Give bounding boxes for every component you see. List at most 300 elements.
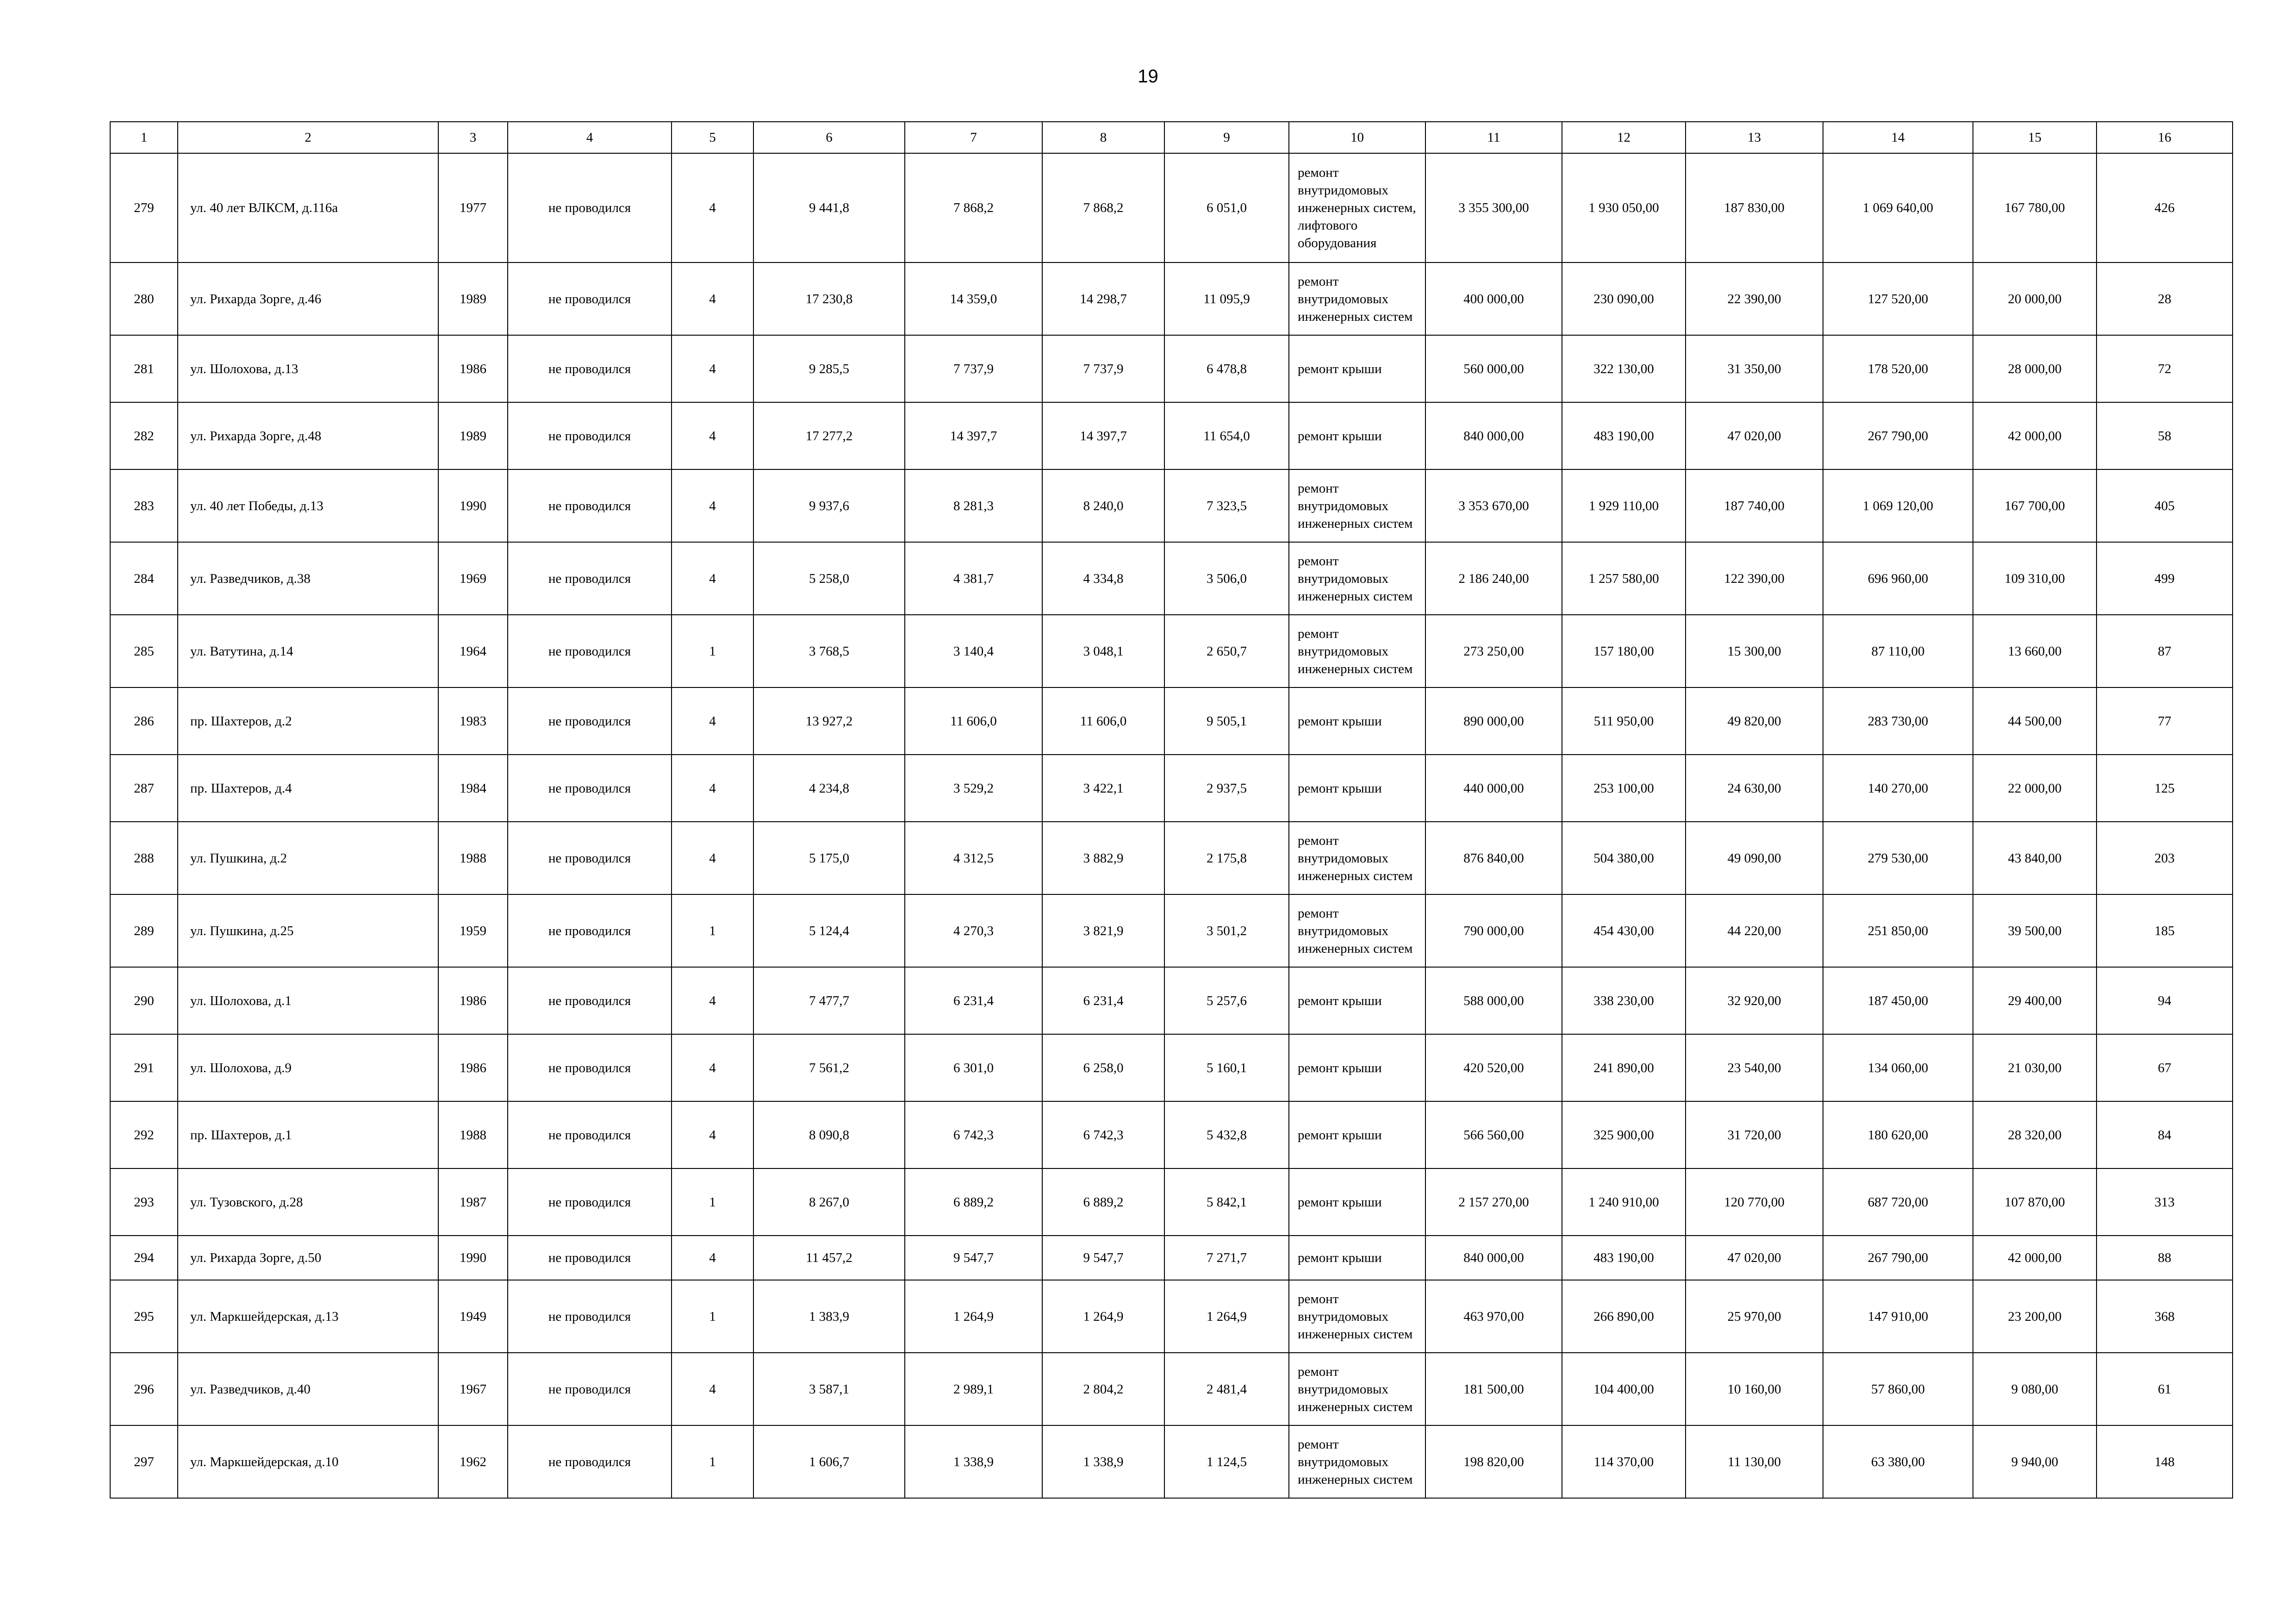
table-cell-col-14: 267 790,00 <box>1823 1236 1973 1280</box>
table-cell-col-13: 120 770,00 <box>1686 1168 1823 1236</box>
table-cell-col-15: 107 870,00 <box>1973 1168 2097 1236</box>
table-cell-col-1: 286 <box>110 687 178 755</box>
table-cell-col-2: пр. Шахтеров, д.1 <box>178 1101 438 1168</box>
table-cell-col-11: 420 520,00 <box>1425 1034 1562 1101</box>
table-row <box>110 402 2233 469</box>
column-number-14: 14 <box>1823 122 1973 153</box>
table-cell-col-8: 8 240,0 <box>1042 469 1164 542</box>
table-cell-col-1: 294 <box>110 1236 178 1280</box>
table-cell-col-15: 9 080,00 <box>1973 1353 2097 1425</box>
table-cell-col-16: 77 <box>2097 687 2233 755</box>
table-cell-col-13: 31 350,00 <box>1686 335 1823 402</box>
table-cell-col-4: не проводился <box>508 153 672 262</box>
table-cell-col-3: 1962 <box>438 1425 508 1498</box>
table-cell-col-5: 4 <box>672 335 753 402</box>
table-cell-col-9: 11 654,0 <box>1164 402 1289 469</box>
table-cell-col-13: 25 970,00 <box>1686 1280 1823 1353</box>
table-cell-col-16: 203 <box>2097 822 2233 894</box>
table-cell-col-11: 400 000,00 <box>1425 262 1562 335</box>
table-cell-col-3: 1949 <box>438 1280 508 1353</box>
table-cell-col-3: 1977 <box>438 153 508 262</box>
table-cell-col-4: не проводился <box>508 542 672 615</box>
table-cell-col-6: 5 258,0 <box>753 542 905 615</box>
table-cell-col-8: 6 889,2 <box>1042 1168 1164 1236</box>
table-cell-col-10: ремонт крыши <box>1289 687 1425 755</box>
table-row <box>110 755 2233 822</box>
table-cell-col-2: ул. Рихарда Зорге, д.46 <box>178 262 438 335</box>
table-cell-col-5: 4 <box>672 469 753 542</box>
table-cell-col-4: не проводился <box>508 469 672 542</box>
table-cell-col-8: 3 048,1 <box>1042 615 1164 687</box>
table-cell-col-7: 6 742,3 <box>905 1101 1042 1168</box>
table-cell-col-7: 7 868,2 <box>905 153 1042 262</box>
table-cell-col-16: 84 <box>2097 1101 2233 1168</box>
column-number-2: 2 <box>178 122 438 153</box>
table-cell-col-16: 185 <box>2097 894 2233 967</box>
table-cell-col-3: 1986 <box>438 967 508 1034</box>
table-cell-col-2: ул. Разведчиков, д.38 <box>178 542 438 615</box>
table-cell-col-16: 426 <box>2097 153 2233 262</box>
table-cell-col-11: 560 000,00 <box>1425 335 1562 402</box>
table-cell-col-12: 230 090,00 <box>1562 262 1686 335</box>
table-cell-col-16: 72 <box>2097 335 2233 402</box>
table-cell-col-8: 1 264,9 <box>1042 1280 1164 1353</box>
table-cell-col-15: 20 000,00 <box>1973 262 2097 335</box>
table-cell-col-1: 291 <box>110 1034 178 1101</box>
table-cell-col-3: 1990 <box>438 1236 508 1280</box>
table-cell-col-11: 273 250,00 <box>1425 615 1562 687</box>
table-cell-col-3: 1964 <box>438 615 508 687</box>
table-cell-col-5: 4 <box>672 153 753 262</box>
table-cell-col-6: 7 477,7 <box>753 967 905 1034</box>
table-cell-col-16: 88 <box>2097 1236 2233 1280</box>
table-cell-col-6: 5 175,0 <box>753 822 905 894</box>
table-cell-col-10: ремонт внутридомовых инженерных систем <box>1289 822 1425 894</box>
table-cell-col-13: 122 390,00 <box>1686 542 1823 615</box>
table-cell-col-10: ремонт внутридомовых инженерных систем <box>1289 1353 1425 1425</box>
table-cell-col-3: 1988 <box>438 1101 508 1168</box>
table-cell-col-3: 1984 <box>438 755 508 822</box>
table-row <box>110 335 2233 402</box>
table-cell-col-8: 7 868,2 <box>1042 153 1164 262</box>
table-cell-col-15: 167 700,00 <box>1973 469 2097 542</box>
table-cell-col-9: 5 160,1 <box>1164 1034 1289 1101</box>
table-cell-col-7: 1 338,9 <box>905 1425 1042 1498</box>
table-cell-col-9: 6 051,0 <box>1164 153 1289 262</box>
table-cell-col-9: 2 937,5 <box>1164 755 1289 822</box>
table-cell-col-11: 840 000,00 <box>1425 402 1562 469</box>
table-cell-col-1: 283 <box>110 469 178 542</box>
table-cell-col-3: 1986 <box>438 1034 508 1101</box>
table-cell-col-12: 104 400,00 <box>1562 1353 1686 1425</box>
table-cell-col-8: 2 804,2 <box>1042 1353 1164 1425</box>
table-cell-col-15: 13 660,00 <box>1973 615 2097 687</box>
page-number: 19 <box>1138 66 1158 87</box>
column-number-1: 1 <box>110 122 178 153</box>
table-cell-col-9: 1 124,5 <box>1164 1425 1289 1498</box>
table-cell-col-5: 1 <box>672 615 753 687</box>
table-cell-col-3: 1969 <box>438 542 508 615</box>
table-cell-col-1: 292 <box>110 1101 178 1168</box>
column-number-11: 11 <box>1425 122 1562 153</box>
table-cell-col-15: 22 000,00 <box>1973 755 2097 822</box>
table-cell-col-5: 4 <box>672 1101 753 1168</box>
table-cell-col-4: не проводился <box>508 1353 672 1425</box>
table-cell-col-4: не проводился <box>508 1101 672 1168</box>
column-number-5: 5 <box>672 122 753 153</box>
table-cell-col-9: 7 271,7 <box>1164 1236 1289 1280</box>
column-number-8: 8 <box>1042 122 1164 153</box>
table-cell-col-1: 284 <box>110 542 178 615</box>
table-cell-col-11: 566 560,00 <box>1425 1101 1562 1168</box>
table-cell-col-2: ул. Пушкина, д.25 <box>178 894 438 967</box>
table-cell-col-10: ремонт крыши <box>1289 1236 1425 1280</box>
column-number-9: 9 <box>1164 122 1289 153</box>
table-cell-col-5: 4 <box>672 1236 753 1280</box>
table-cell-col-8: 11 606,0 <box>1042 687 1164 755</box>
table-cell-col-13: 32 920,00 <box>1686 967 1823 1034</box>
table-cell-col-11: 790 000,00 <box>1425 894 1562 967</box>
table-cell-col-9: 5 842,1 <box>1164 1168 1289 1236</box>
table-cell-col-6: 11 457,2 <box>753 1236 905 1280</box>
table-cell-col-14: 267 790,00 <box>1823 402 1973 469</box>
table-cell-col-2: ул. Шолохова, д.1 <box>178 967 438 1034</box>
table-cell-col-16: 125 <box>2097 755 2233 822</box>
table-cell-col-2: ул. Шолохова, д.13 <box>178 335 438 402</box>
table-row <box>110 967 2233 1034</box>
table-cell-col-6: 1 606,7 <box>753 1425 905 1498</box>
table-cell-col-13: 24 630,00 <box>1686 755 1823 822</box>
table-cell-col-1: 288 <box>110 822 178 894</box>
table-cell-col-3: 1986 <box>438 335 508 402</box>
table-cell-col-4: не проводился <box>508 1280 672 1353</box>
table-cell-col-8: 3 422,1 <box>1042 755 1164 822</box>
table-cell-col-10: ремонт внутридомовых инженерных систем <box>1289 1280 1425 1353</box>
table-cell-col-11: 876 840,00 <box>1425 822 1562 894</box>
table-cell-col-4: не проводился <box>508 755 672 822</box>
table-cell-col-6: 5 124,4 <box>753 894 905 967</box>
table-cell-col-5: 4 <box>672 402 753 469</box>
table-cell-col-15: 29 400,00 <box>1973 967 2097 1034</box>
table-cell-col-2: ул. Рихарда Зорге, д.50 <box>178 1236 438 1280</box>
table-cell-col-7: 2 989,1 <box>905 1353 1042 1425</box>
table-cell-col-12: 114 370,00 <box>1562 1425 1686 1498</box>
table-cell-col-10: ремонт крыши <box>1289 1168 1425 1236</box>
table-cell-col-14: 687 720,00 <box>1823 1168 1973 1236</box>
table-cell-col-11: 463 970,00 <box>1425 1280 1562 1353</box>
table-cell-col-10: ремонт крыши <box>1289 967 1425 1034</box>
table-cell-col-9: 7 323,5 <box>1164 469 1289 542</box>
table-cell-col-2: ул. Шолохова, д.9 <box>178 1034 438 1101</box>
table-cell-col-12: 483 190,00 <box>1562 402 1686 469</box>
column-number-7: 7 <box>905 122 1042 153</box>
table-cell-col-12: 253 100,00 <box>1562 755 1686 822</box>
table-cell-col-15: 167 780,00 <box>1973 153 2097 262</box>
table-cell-col-15: 9 940,00 <box>1973 1425 2097 1498</box>
table-cell-col-7: 6 231,4 <box>905 967 1042 1034</box>
table-cell-col-9: 5 432,8 <box>1164 1101 1289 1168</box>
table-cell-col-5: 4 <box>672 687 753 755</box>
table-cell-col-13: 49 820,00 <box>1686 687 1823 755</box>
table-cell-col-13: 44 220,00 <box>1686 894 1823 967</box>
table-cell-col-16: 61 <box>2097 1353 2233 1425</box>
table-cell-col-6: 8 267,0 <box>753 1168 905 1236</box>
table-cell-col-6: 13 927,2 <box>753 687 905 755</box>
table-cell-col-11: 3 355 300,00 <box>1425 153 1562 262</box>
table-cell-col-14: 63 380,00 <box>1823 1425 1973 1498</box>
table-cell-col-5: 4 <box>672 967 753 1034</box>
table-cell-col-11: 588 000,00 <box>1425 967 1562 1034</box>
table-cell-col-11: 840 000,00 <box>1425 1236 1562 1280</box>
table-cell-col-15: 39 500,00 <box>1973 894 2097 967</box>
table-cell-col-4: не проводился <box>508 1034 672 1101</box>
column-number-4: 4 <box>508 122 672 153</box>
table-cell-col-13: 10 160,00 <box>1686 1353 1823 1425</box>
table-cell-col-10: ремонт внутридомовых инженерных систем <box>1289 262 1425 335</box>
table-row <box>110 262 2233 335</box>
table-cell-col-12: 322 130,00 <box>1562 335 1686 402</box>
table-cell-col-1: 290 <box>110 967 178 1034</box>
table-cell-col-7: 6 301,0 <box>905 1034 1042 1101</box>
table-cell-col-2: ул. Маркшейдерская, д.13 <box>178 1280 438 1353</box>
table-cell-col-6: 9 441,8 <box>753 153 905 262</box>
table-cell-col-5: 4 <box>672 822 753 894</box>
table-cell-col-11: 3 353 670,00 <box>1425 469 1562 542</box>
table-cell-col-13: 23 540,00 <box>1686 1034 1823 1101</box>
table-row <box>110 153 2233 262</box>
table-cell-col-2: ул. 40 лет Победы, д.13 <box>178 469 438 542</box>
table-cell-col-15: 42 000,00 <box>1973 1236 2097 1280</box>
table-cell-col-8: 6 742,3 <box>1042 1101 1164 1168</box>
table-cell-col-15: 42 000,00 <box>1973 402 2097 469</box>
table-row <box>110 615 2233 687</box>
table-cell-col-8: 6 231,4 <box>1042 967 1164 1034</box>
table-cell-col-2: ул. 40 лет ВЛКСМ, д.116а <box>178 153 438 262</box>
table-cell-col-4: не проводился <box>508 262 672 335</box>
table-cell-col-3: 1989 <box>438 262 508 335</box>
table-cell-col-13: 15 300,00 <box>1686 615 1823 687</box>
table-body <box>110 153 2233 1498</box>
table-cell-col-8: 6 258,0 <box>1042 1034 1164 1101</box>
table-cell-col-6: 7 561,2 <box>753 1034 905 1101</box>
table-cell-col-10: ремонт внутридомовых инженерных систем <box>1289 1425 1425 1498</box>
table-cell-col-11: 198 820,00 <box>1425 1425 1562 1498</box>
table-cell-col-14: 1 069 120,00 <box>1823 469 1973 542</box>
table-cell-col-3: 1967 <box>438 1353 508 1425</box>
table-cell-col-3: 1959 <box>438 894 508 967</box>
table-cell-col-12: 511 950,00 <box>1562 687 1686 755</box>
table-cell-col-14: 187 450,00 <box>1823 967 1973 1034</box>
table-cell-col-6: 9 937,6 <box>753 469 905 542</box>
table-cell-col-4: не проводился <box>508 615 672 687</box>
table-row <box>110 1168 2233 1236</box>
table-cell-col-16: 67 <box>2097 1034 2233 1101</box>
table-cell-col-4: не проводился <box>508 687 672 755</box>
table-cell-col-1: 279 <box>110 153 178 262</box>
table-cell-col-10: ремонт внутридомовых инженерных систем <box>1289 894 1425 967</box>
table-cell-col-7: 11 606,0 <box>905 687 1042 755</box>
table-cell-col-16: 499 <box>2097 542 2233 615</box>
table-cell-col-14: 140 270,00 <box>1823 755 1973 822</box>
table-cell-col-5: 1 <box>672 1168 753 1236</box>
table-cell-col-14: 57 860,00 <box>1823 1353 1973 1425</box>
table-cell-col-14: 279 530,00 <box>1823 822 1973 894</box>
table-cell-col-15: 43 840,00 <box>1973 822 2097 894</box>
table-cell-col-10: ремонт внутридомовых инженерных систем <box>1289 469 1425 542</box>
table-row <box>110 894 2233 967</box>
table-row <box>110 542 2233 615</box>
table-cell-col-2: ул. Маркшейдерская, д.10 <box>178 1425 438 1498</box>
table-cell-col-7: 4 270,3 <box>905 894 1042 967</box>
table-cell-col-3: 1989 <box>438 402 508 469</box>
table-row <box>110 1280 2233 1353</box>
table-cell-col-9: 2 650,7 <box>1164 615 1289 687</box>
table-cell-col-12: 266 890,00 <box>1562 1280 1686 1353</box>
table-cell-col-9: 9 505,1 <box>1164 687 1289 755</box>
table-cell-col-14: 147 910,00 <box>1823 1280 1973 1353</box>
table-cell-col-8: 14 397,7 <box>1042 402 1164 469</box>
table-row <box>110 1353 2233 1425</box>
table-cell-col-12: 157 180,00 <box>1562 615 1686 687</box>
table-cell-col-9: 3 501,2 <box>1164 894 1289 967</box>
table-cell-col-3: 1983 <box>438 687 508 755</box>
table-cell-col-7: 3 529,2 <box>905 755 1042 822</box>
table-cell-col-7: 7 737,9 <box>905 335 1042 402</box>
table-cell-col-2: ул. Пушкина, д.2 <box>178 822 438 894</box>
table-cell-col-16: 148 <box>2097 1425 2233 1498</box>
table-cell-col-11: 2 157 270,00 <box>1425 1168 1562 1236</box>
table-cell-col-3: 1988 <box>438 822 508 894</box>
table-cell-col-14: 283 730,00 <box>1823 687 1973 755</box>
table-cell-col-11: 181 500,00 <box>1425 1353 1562 1425</box>
table-cell-col-16: 28 <box>2097 262 2233 335</box>
table-cell-col-7: 4 312,5 <box>905 822 1042 894</box>
table-cell-col-13: 22 390,00 <box>1686 262 1823 335</box>
table-cell-col-14: 127 520,00 <box>1823 262 1973 335</box>
column-number-6: 6 <box>753 122 905 153</box>
table-cell-col-14: 134 060,00 <box>1823 1034 1973 1101</box>
table-cell-col-12: 241 890,00 <box>1562 1034 1686 1101</box>
table-cell-col-15: 21 030,00 <box>1973 1034 2097 1101</box>
table-cell-col-16: 368 <box>2097 1280 2233 1353</box>
table-cell-col-2: ул. Разведчиков, д.40 <box>178 1353 438 1425</box>
table-cell-col-16: 87 <box>2097 615 2233 687</box>
table-cell-col-16: 58 <box>2097 402 2233 469</box>
table-cell-col-4: не проводился <box>508 894 672 967</box>
table-cell-col-1: 296 <box>110 1353 178 1425</box>
table-cell-col-14: 180 620,00 <box>1823 1101 1973 1168</box>
table-cell-col-14: 87 110,00 <box>1823 615 1973 687</box>
table-row <box>110 1236 2233 1280</box>
table-cell-col-10: ремонт крыши <box>1289 1034 1425 1101</box>
table-row <box>110 469 2233 542</box>
table-cell-col-12: 1 240 910,00 <box>1562 1168 1686 1236</box>
table-cell-col-1: 297 <box>110 1425 178 1498</box>
table-cell-col-8: 3 882,9 <box>1042 822 1164 894</box>
table-cell-col-10: ремонт внутридомовых инженерных систем <box>1289 615 1425 687</box>
table-cell-col-14: 1 069 640,00 <box>1823 153 1973 262</box>
table-cell-col-10: ремонт внутридомовых инженерных систем <box>1289 542 1425 615</box>
table-cell-col-12: 338 230,00 <box>1562 967 1686 1034</box>
table-cell-col-13: 187 830,00 <box>1686 153 1823 262</box>
table-cell-col-13: 49 090,00 <box>1686 822 1823 894</box>
table-cell-col-16: 405 <box>2097 469 2233 542</box>
table-cell-col-1: 280 <box>110 262 178 335</box>
table-cell-col-8: 1 338,9 <box>1042 1425 1164 1498</box>
column-number-13: 13 <box>1686 122 1823 153</box>
table-cell-col-4: не проводился <box>508 822 672 894</box>
table-row <box>110 1101 2233 1168</box>
table-cell-col-2: пр. Шахтеров, д.4 <box>178 755 438 822</box>
table-cell-col-10: ремонт крыши <box>1289 402 1425 469</box>
table-cell-col-15: 28 320,00 <box>1973 1101 2097 1168</box>
table-cell-col-2: ул. Рихарда Зорге, д.48 <box>178 402 438 469</box>
table-cell-col-5: 1 <box>672 1425 753 1498</box>
table-cell-col-4: не проводился <box>508 1425 672 1498</box>
table-cell-col-14: 696 960,00 <box>1823 542 1973 615</box>
table-row <box>110 1425 2233 1498</box>
table-cell-col-5: 4 <box>672 755 753 822</box>
table-cell-col-5: 1 <box>672 1280 753 1353</box>
table-cell-col-12: 454 430,00 <box>1562 894 1686 967</box>
table-cell-col-1: 293 <box>110 1168 178 1236</box>
table-cell-col-4: не проводился <box>508 335 672 402</box>
table-cell-col-11: 890 000,00 <box>1425 687 1562 755</box>
table-cell-col-13: 47 020,00 <box>1686 1236 1823 1280</box>
table-cell-col-8: 3 821,9 <box>1042 894 1164 967</box>
table-cell-col-9: 5 257,6 <box>1164 967 1289 1034</box>
table-cell-col-10: ремонт крыши <box>1289 335 1425 402</box>
table-cell-col-6: 17 230,8 <box>753 262 905 335</box>
table-cell-col-8: 14 298,7 <box>1042 262 1164 335</box>
table-cell-col-6: 3 587,1 <box>753 1353 905 1425</box>
table-cell-col-11: 440 000,00 <box>1425 755 1562 822</box>
table-cell-col-7: 14 359,0 <box>905 262 1042 335</box>
table-cell-col-5: 4 <box>672 1353 753 1425</box>
table-cell-col-12: 1 257 580,00 <box>1562 542 1686 615</box>
table-cell-col-4: не проводился <box>508 967 672 1034</box>
table-cell-col-12: 1 930 050,00 <box>1562 153 1686 262</box>
table-cell-col-9: 2 175,8 <box>1164 822 1289 894</box>
table-cell-col-4: не проводился <box>508 1168 672 1236</box>
table-cell-col-15: 23 200,00 <box>1973 1280 2097 1353</box>
table-cell-col-2: пр. Шахтеров, д.2 <box>178 687 438 755</box>
table-cell-col-7: 3 140,4 <box>905 615 1042 687</box>
table-cell-col-10: ремонт внутридомовых инженерных систем, лифтового оборудования <box>1289 153 1425 262</box>
table-cell-col-7: 1 264,9 <box>905 1280 1042 1353</box>
table-cell-col-10: ремонт крыши <box>1289 1101 1425 1168</box>
table-cell-col-6: 1 383,9 <box>753 1280 905 1353</box>
table-cell-col-10: ремонт крыши <box>1289 755 1425 822</box>
table-cell-col-13: 31 720,00 <box>1686 1101 1823 1168</box>
table-cell-col-11: 2 186 240,00 <box>1425 542 1562 615</box>
column-number-16: 16 <box>2097 122 2233 153</box>
table-cell-col-1: 281 <box>110 335 178 402</box>
table-cell-col-5: 4 <box>672 262 753 335</box>
table-cell-col-7: 8 281,3 <box>905 469 1042 542</box>
table-cell-col-3: 1990 <box>438 469 508 542</box>
table-cell-col-1: 295 <box>110 1280 178 1353</box>
table-cell-col-1: 285 <box>110 615 178 687</box>
column-number-12: 12 <box>1562 122 1686 153</box>
table-cell-col-15: 109 310,00 <box>1973 542 2097 615</box>
table-cell-col-6: 8 090,8 <box>753 1101 905 1168</box>
table-cell-col-7: 9 547,7 <box>905 1236 1042 1280</box>
table-cell-col-5: 4 <box>672 542 753 615</box>
table-cell-col-12: 325 900,00 <box>1562 1101 1686 1168</box>
table-cell-col-7: 6 889,2 <box>905 1168 1042 1236</box>
table-cell-col-8: 9 547,7 <box>1042 1236 1164 1280</box>
